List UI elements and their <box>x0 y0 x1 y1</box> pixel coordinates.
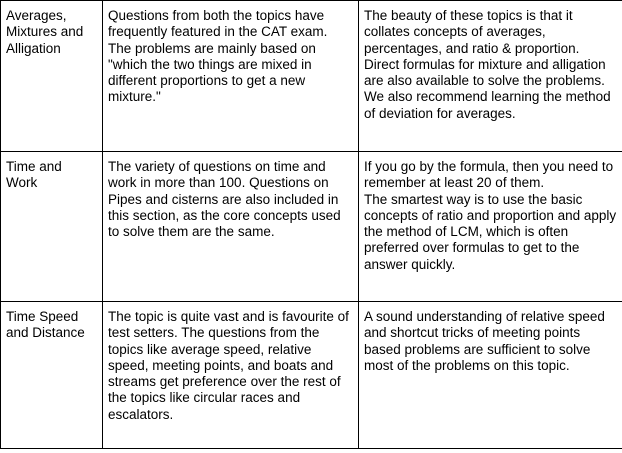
topic-cell <box>1 302 103 449</box>
approach-cell <box>359 152 622 302</box>
approach-cell <box>359 302 622 449</box>
topic-cell <box>1 152 103 302</box>
question-pattern-cell <box>103 152 359 302</box>
question-pattern-cell <box>103 1 359 152</box>
table-row <box>1 152 622 302</box>
approach-text: A sound understanding of relative speed and shortcut tricks of meeting points based problems are sufficient to solve most of the problems on this topic. <box>364 309 605 373</box>
approach-text: If you go by the formula, then you need to remember at least 20 of them. The smartest way is to use the basic concepts of ratio and proportion and apply the method of LCM, which is often preferred over formulas to get to the answer quickly. <box>364 159 617 272</box>
topic-name: Time and Work <box>6 159 62 191</box>
approach-cell <box>359 1 622 152</box>
question-pattern-text: The variety of questions on time and work in more than 100. Questions on Pipes and cisterns are also included in this section, as the core concepts used to solve them are the same. <box>108 159 341 240</box>
question-pattern-cell <box>103 302 359 449</box>
topic-name: Averages, Mixtures and Alligation <box>6 8 84 56</box>
table-row <box>1 1 622 152</box>
table-row <box>1 302 622 449</box>
topic-cell <box>1 1 103 152</box>
approach-text: The beauty of these topics is that it collates concepts of averages, percentages, and ratio & proportion. Direct formulas for mixture and alligation are also available to solve the problems. We also recommend learning the method of deviation for averages. <box>364 8 611 121</box>
topic-name: Time Speed and Distance <box>6 309 85 341</box>
question-pattern-text: Questions from both the topics have frequently featured in the CAT exam. The problems are mainly based on "which the two things are mixed in different proportions to get a new mixture." <box>108 8 328 105</box>
question-pattern-text: The topic is quite vast and is favourite of test setters. The questions from the topics like average speed, relative speed, meeting points, and boats and streams get preference over the rest of the topics like circular races and escalators. <box>108 309 349 422</box>
